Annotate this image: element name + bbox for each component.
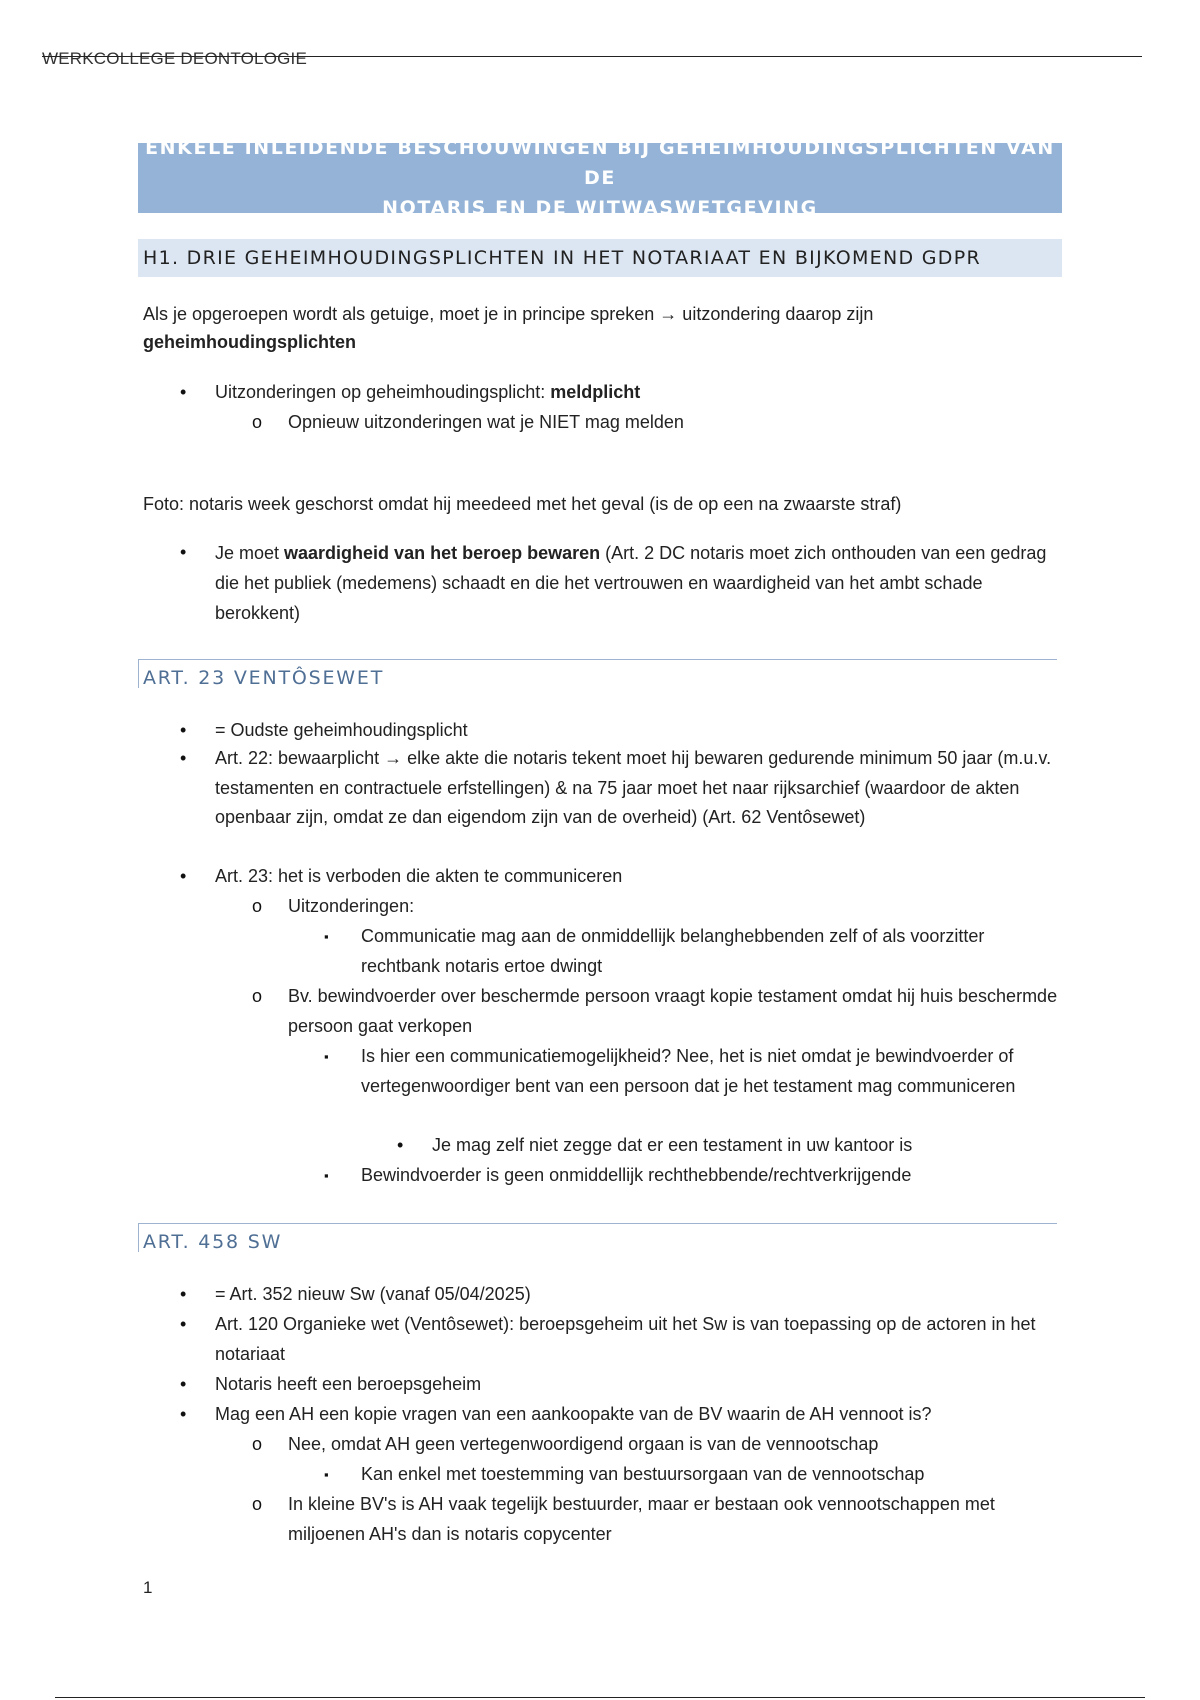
bullet-marker: • <box>180 1314 187 1334</box>
list-item-text: (Art. 2 DC notaris moet zich onthouden van een gedrag die het publiek (medemens) schaadt en die het vertrouwen en waardigheid van het ambt schade berokkent) <box>215 543 1047 623</box>
bullet-marker: • <box>180 866 187 886</box>
bullet-marker: o <box>252 1494 263 1514</box>
bullet-marker: • <box>180 748 187 768</box>
list-item: Uitzonderingen: <box>288 896 415 916</box>
list-item-bold: waardigheid van het beroep bewaren <box>284 543 601 563</box>
intro-paragraph <box>143 300 1053 356</box>
bullet-marker: • <box>397 1135 404 1155</box>
bullet-marker: o <box>252 896 263 916</box>
bullet-marker: • <box>180 1374 187 1394</box>
title-banner <box>138 137 1062 219</box>
bullet-marker: o <box>252 412 263 432</box>
intro-bold-term: geheimhoudingsplichten <box>143 332 357 352</box>
list-item-text: Je moet <box>215 543 285 563</box>
list-item-bold: meldplicht <box>550 382 641 402</box>
title-line-1: ENKELE INLEIDENDE BESCHOUWINGEN BIJ GEHEIMHOUDINGSPLICHTEN VAN DE <box>145 137 1055 189</box>
bullet-marker: o <box>252 986 263 1006</box>
bullet-marker: ▪ <box>324 1168 329 1183</box>
list-item: Is hier een communicatiemogelijkheid? Nee, het is niet omdat je bewindvoerder of vertegenwoordiger bent van een persoon dat je het testament mag communiceren <box>361 1046 1016 1096</box>
chapter-heading: H1. DRIE GEHEIMHOUDINGSPLICHTEN IN HET NOTARIAAT EN BIJKOMEND GDPR <box>138 239 1062 277</box>
bullet-marker: • <box>180 382 187 402</box>
list-item: Bewindvoerder is geen onmiddellijk rechthebbende/rechtverkrijgende <box>361 1165 912 1185</box>
page-number: 1 <box>143 1578 153 1597</box>
bullet-marker: • <box>180 720 187 740</box>
intro-text: Als je opgeroepen wordt als getuige, moet je in principe spreken → uitzondering daarop zijn <box>143 304 874 324</box>
list-item: Art. 120 Organieke wet (Ventôsewet): beroepsgeheim uit het Sw is van toepassing op de actoren in het notariaat <box>215 1314 1036 1364</box>
list-item: Opnieuw uitzonderingen wat je NIET mag melden <box>288 412 684 432</box>
list-item: Kan enkel met toestemming van bestuursorgaan van de vennootschap <box>361 1464 925 1484</box>
bullet-marker: ▪ <box>324 929 329 944</box>
section-heading: ART. 23 VENTÔSEWET <box>143 667 385 689</box>
list-item: Bv. bewindvoerder over beschermde persoon vraagt kopie testament omdat hij huis beschermde persoon gaat verkopen <box>288 986 1058 1036</box>
list-item: Notaris heeft een beroepsgeheim <box>215 1374 482 1394</box>
footer-divider <box>55 1697 1145 1698</box>
list-item: In kleine BV's is AH vaak tegelijk bestuurder, maar er bestaan ook vennootschappen met miljoenen AH's dan is notaris copycenter <box>288 1494 995 1544</box>
bullet-marker: • <box>180 1404 187 1424</box>
header-divider <box>42 56 1142 57</box>
list-item: Art. 23: het is verboden die akten te communiceren <box>215 866 623 886</box>
list-item: = Art. 352 nieuw Sw (vanaf 05/04/2025) <box>215 1284 531 1304</box>
list-item: Mag een AH een kopie vragen van een aankoopakte van de BV waarin de AH vennoot is? <box>215 1404 932 1424</box>
list-item: Nee, omdat AH geen vertegenwoordigend orgaan is van de vennootschap <box>288 1434 879 1454</box>
list-item <box>215 538 1065 628</box>
bullet-marker: o <box>252 1434 263 1454</box>
bullet-marker: • <box>180 542 187 562</box>
list-item <box>215 378 1065 408</box>
list-item-text: Uitzonderingen op geheimhoudingsplicht: <box>215 382 551 402</box>
list-item: Communicatie mag aan de onmiddellijk belanghebbenden zelf of als voorzitter rechtbank notaris ertoe dwingt <box>361 926 985 976</box>
bullet-marker: ▪ <box>324 1049 329 1064</box>
bullet-marker: ▪ <box>324 1467 329 1482</box>
list-item: = Oudste geheimhoudingsplicht <box>215 720 468 740</box>
section-heading: ART. 458 SW <box>143 1231 283 1253</box>
bullet-marker: • <box>180 1284 187 1304</box>
document-header-title: WERKCOLLEGE DEONTOLOGIE <box>42 49 308 68</box>
title-line-2: NOTARIS EN DE WITWASWETGEVING <box>382 197 818 219</box>
list-item: Je mag zelf niet zegge dat er een testament in uw kantoor is <box>432 1135 913 1155</box>
list-item: Art. 22: bewaarplicht → elke akte die notaris tekent moet hij bewaren gedurende minimum 50 jaar (m.u.v. testamenten en contractuele erfstellingen) & na 75 jaar moet het naar rijksarchief (waardoor de akten openbaar zijn, omdat ze dan eigendom zijn van de overheid) (Art. 62 Ventôsewet) <box>215 748 1052 827</box>
foto-paragraph: Foto: notaris week geschorst omdat hij meedeed met het geval (is de op een na zwaarste straf) <box>143 494 902 514</box>
